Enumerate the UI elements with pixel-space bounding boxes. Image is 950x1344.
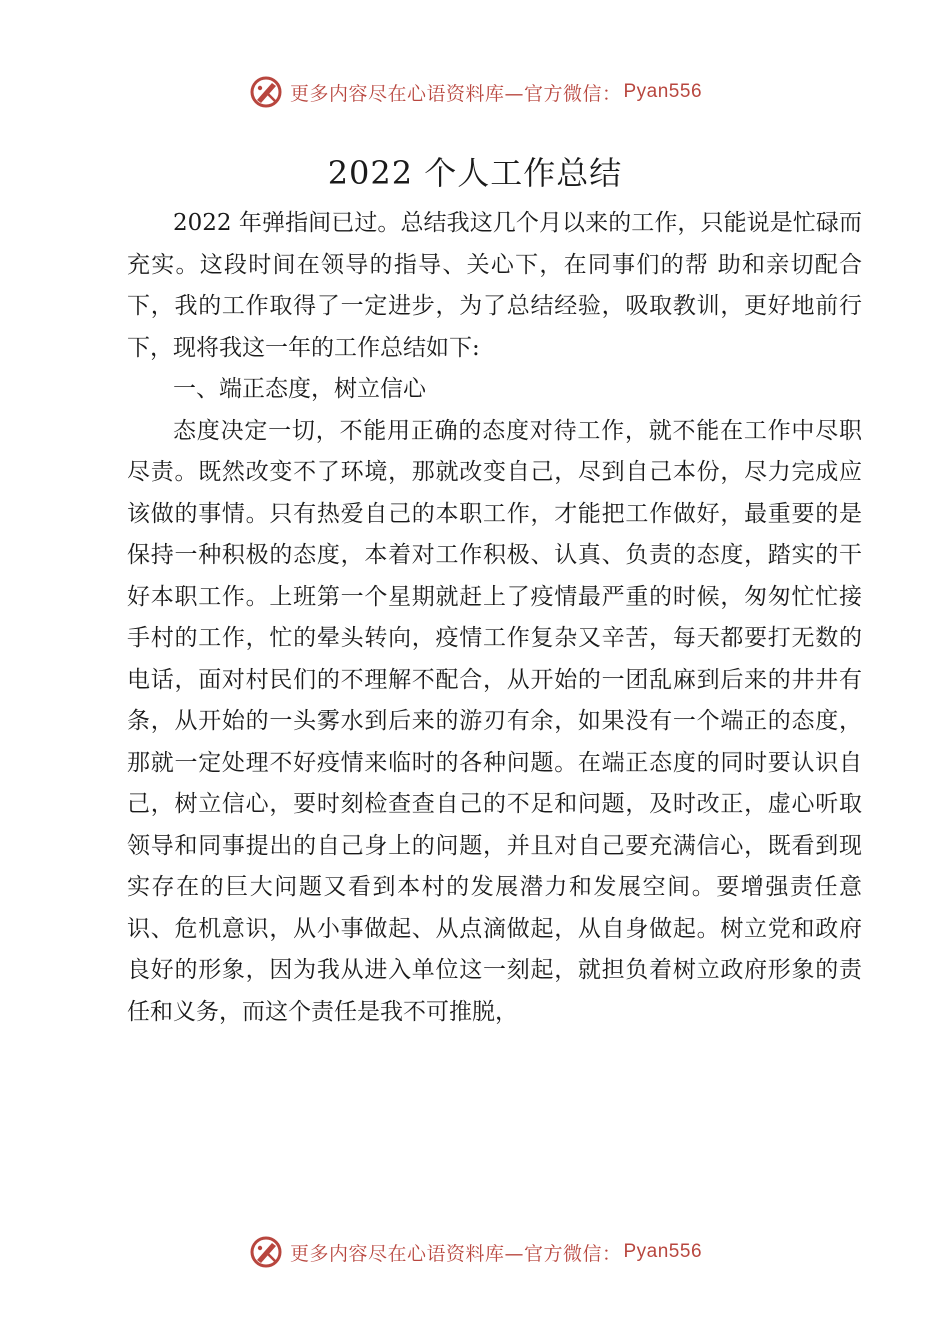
document-body — [127, 203, 862, 1033]
logo-icon — [248, 74, 284, 110]
banner-text: 更多内容尽在心语资料库—官方微信： — [289, 82, 622, 105]
footer-banner — [0, 1227, 950, 1277]
banner-text: 更多内容尽在心语资料库—官方微信： — [289, 1242, 622, 1265]
wechat-id: Pyan556 — [623, 81, 703, 102]
logo-icon — [248, 1234, 284, 1270]
document-title: 2022 个人工作总结 — [327, 154, 623, 192]
header-banner — [0, 67, 950, 117]
paragraph: 态度决定一切，不能用正确的态度对待工作，就不能在工作中尽职尽责。既然改变不了环境，那就改变自己，尽到自己本份，尽力完成应该做的事情。只有热爱自己的本职工作，才能把工作做好，最重要的是保持一种积极的态度，本着对工作积极、认真、负责的态度，踏实的干好本职工作。上班第一个星期就赶上了疫情最严重的时候，匆匆忙忙接手村的工作，忙的晕头转向，疫情工作复杂又辛苦，每天都要打无数的电话，面对村民们的不理解不配合，从开始的一团乱麻到后来的井井有条，从开始的一头雾水到后来的游刃有余，如果没有一个端正的态度，那就一定处理不好疫情来临时的各种问题。在端正态度的同时要认识自己，树立信心，要时刻检查查自己的不足和问题，及时改正，虚心听取领导和同事提出的自己身上的问题，并且对自己要充满信心，既看到现实存在的巨大问题又看到本村的发展潜力和发展空间。要增强责任意识、危机意识，从小事做起、从点滴做起，从自身做起。树立党和政府良好的形象，因为我从进入单位这一刻起，就担负着树立政府形象的责任和义务，而这个责任是我不可推脱， — [127, 417, 862, 1025]
paragraph: 2022 年弹指间已过。总结我这几个月以来的工作，只能说是忙碌而充实。这段时间在领导的指导、关心下，在同事们的帮 助和亲切配合下，我的工作取得了一定进步，为了总结经验，吸取教训，更好地前行下，现将我这一年的工作总结如下: — [127, 210, 862, 361]
section-heading: 一、端正态度，树立信心 — [173, 376, 426, 402]
wechat-id: Pyan556 — [623, 1241, 703, 1262]
